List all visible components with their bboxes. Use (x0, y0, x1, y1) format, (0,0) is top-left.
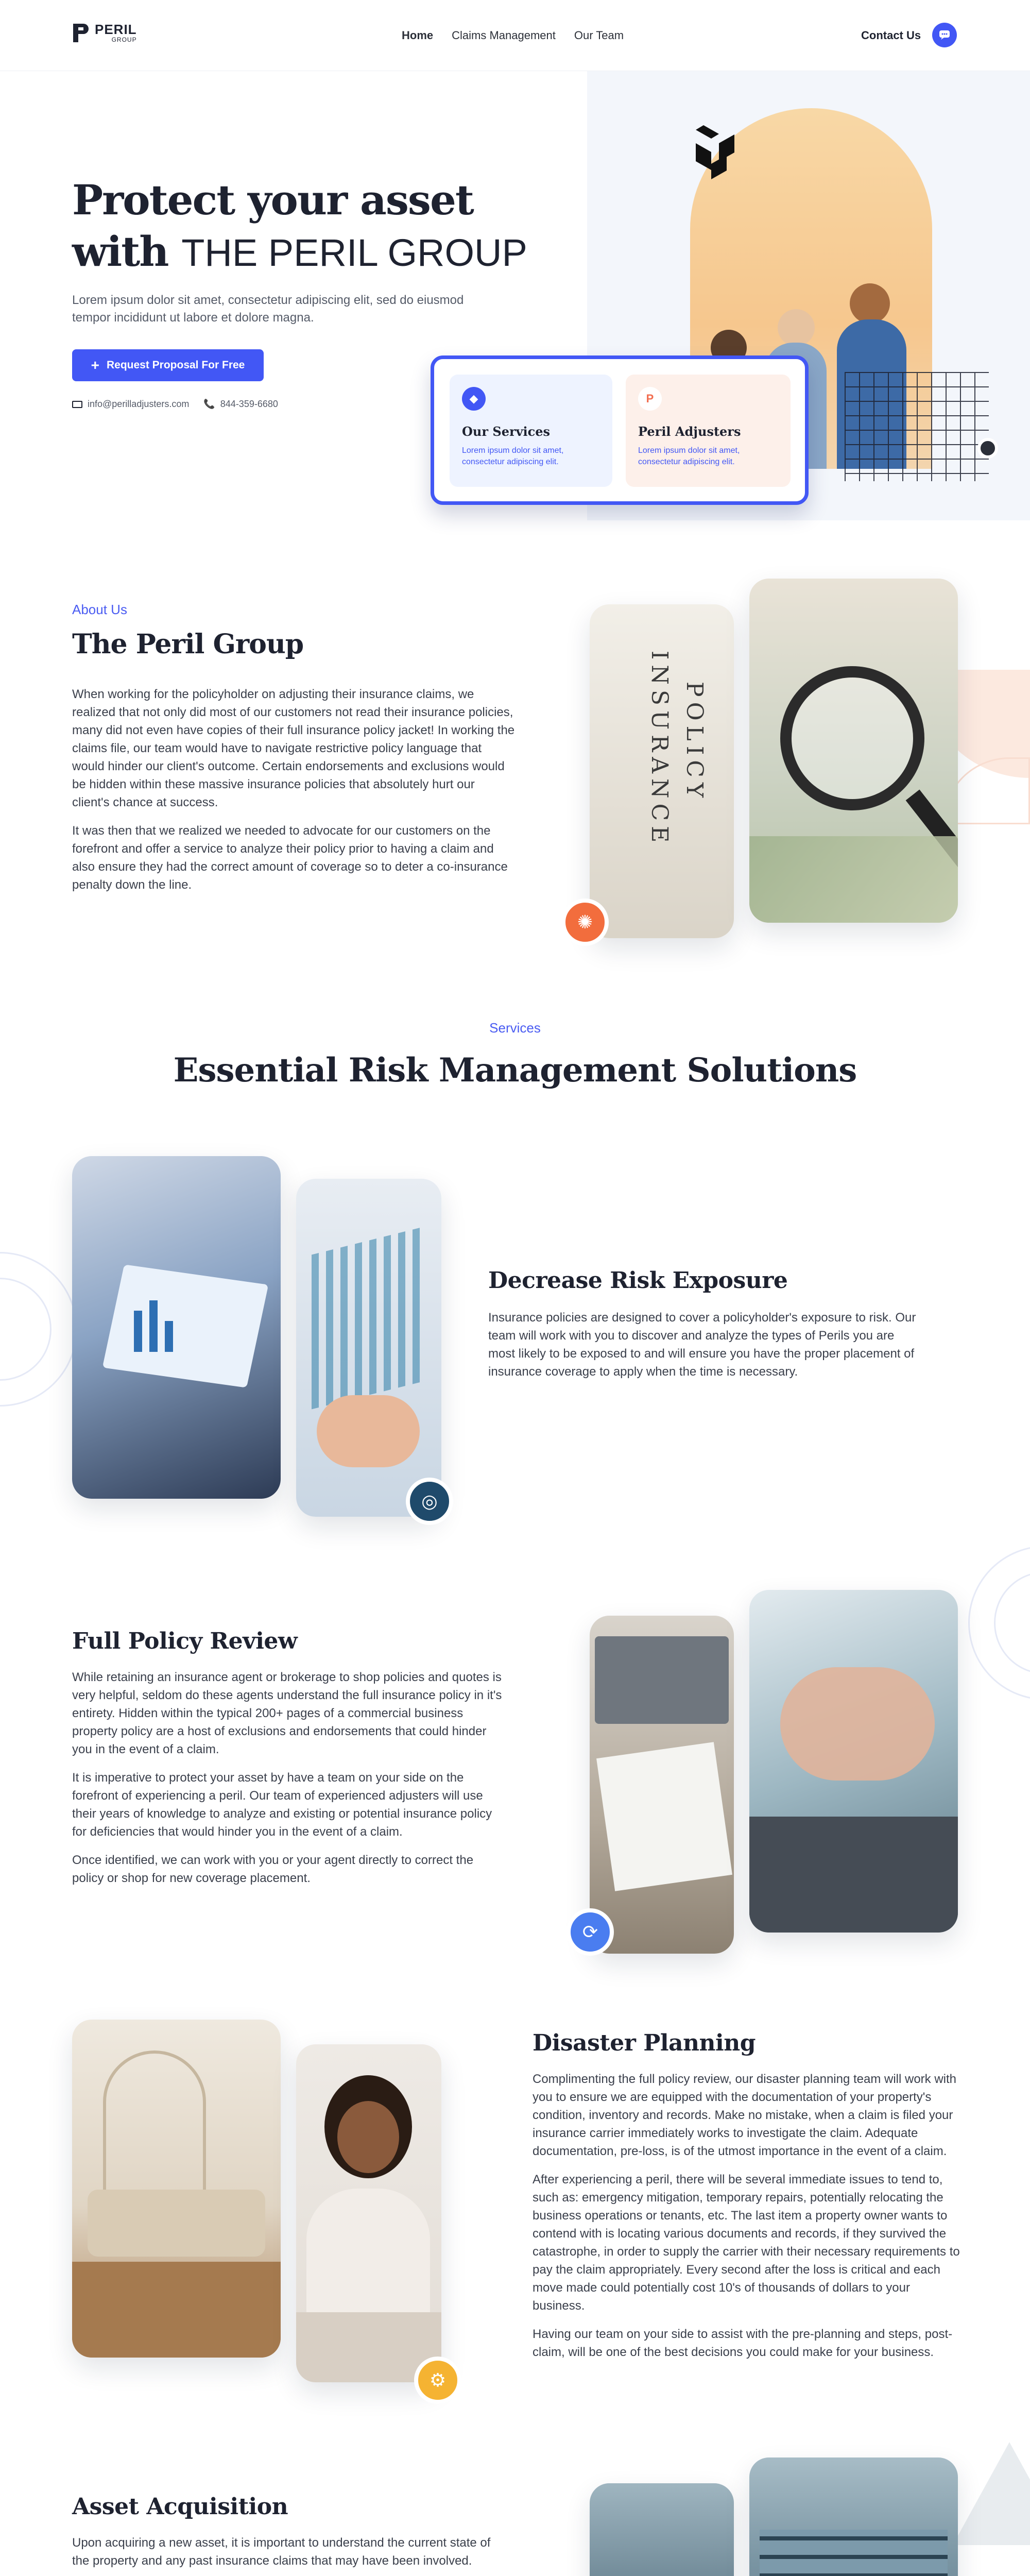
service1-title: Decrease Risk Exposure (488, 1267, 788, 1294)
logo-text: PERIL (95, 22, 137, 37)
services-icon: ◆ (462, 387, 486, 411)
about-section (0, 520, 1030, 984)
decorative-grid (845, 372, 989, 481)
service4-text (72, 2534, 505, 2576)
service3-text (533, 2070, 960, 2371)
about-text (72, 685, 515, 904)
service3-paragraph-1: Complimenting the full policy review, our disaster planning team will work with you to ensure we are equipped with the documentation of your property's condition, inventory and records. Make no mistake, when a claim is filed your insurance carrier immediately works to investigate the claim. Adequate documentation, pre-loss, is of the utmost importance in the event of a claim. (533, 2072, 957, 2158)
hero-title-line1: Protect your asset (72, 176, 473, 224)
about-badge (561, 899, 609, 946)
service2-paragraph-1: While retaining an insurance agent or brokerage to shop policies and quotes is very helpful, seldom do these agents understand the full insurance policy in it's entirety. Hidden within the typical 200+ pages of a commercial business property policy are a host of exclusions and endorsements that could hinder you in the event of a claim. (72, 1670, 502, 1756)
hero-cta-label: Request Proposal For Free (106, 359, 245, 371)
service-card-text: Lorem ipsum dolor sit amet, consectetur adipiscing elit. (638, 446, 740, 466)
email-text: info@perilladjusters.com (88, 399, 190, 409)
adjusters-icon: P (638, 387, 662, 411)
service2-paragraph-2: It is imperative to protect your asset by have a team on your side on the forefront of experiencing a peril. Our team of experienced adjusters will use their years of knowledge to analyze and existing or potential insurance policy for deficiencies that would hinder you in the event of a claim. (72, 1771, 492, 1839)
phone-item[interactable] (203, 399, 278, 410)
service-card-title: Peril Adjusters (638, 424, 741, 439)
living-room-photo (72, 2020, 281, 2358)
mail-icon (72, 401, 82, 408)
hero-title-with: with (72, 227, 168, 276)
woman-writing-photo (296, 2044, 441, 2382)
decorative-dot (977, 438, 998, 459)
office-building-photo-1 (590, 2483, 734, 2576)
decorative-arcs-right (958, 1546, 1030, 1716)
gear-icon: ⚙ (429, 2369, 447, 2391)
chat-icon (939, 30, 950, 40)
service1-text (488, 1309, 921, 1391)
decorative-triangle (953, 2442, 1030, 2545)
about-title: The Peril Group (72, 629, 304, 660)
nav-home[interactable]: Home (402, 29, 434, 42)
service2-title: Full Policy Review (72, 1628, 298, 1654)
email-item[interactable] (72, 399, 189, 410)
hero-section (0, 71, 1030, 520)
logo-sub: GROUP (111, 36, 137, 43)
phone-text: 844-359-6680 (220, 399, 278, 409)
hero-info-box (431, 355, 809, 505)
plus-icon: + (91, 357, 99, 373)
policy-document-photo (590, 604, 734, 938)
services-eyebrow: Services (489, 1020, 541, 1036)
phone-icon: 📞 (203, 399, 215, 409)
logo[interactable] (72, 23, 137, 43)
service-card-text: Lorem ipsum dolor sit amet, consectetur adipiscing elit. (462, 446, 564, 466)
service1-badge (406, 1478, 453, 1525)
service-asset-acquisition (0, 2442, 1030, 2576)
service1-paragraph-1: Insurance policies are designed to cover a policyholder's exposure to risk. Our team will work with you to discover and analyze the types of Perils you are most likely to be exposed to and will ensure you have the proper placement of insurance coverage to apply when the time is necessary. (488, 1311, 916, 1379)
nav-claims-management[interactable]: Claims Management (452, 29, 556, 42)
service-disaster-planning (0, 2020, 1030, 2421)
magnifier-photo (749, 579, 958, 923)
service-card-our-services[interactable] (450, 375, 612, 487)
service-card-peril-adjusters[interactable] (626, 375, 791, 487)
cube-logo-icon (688, 123, 740, 179)
service3-paragraph-3: Having our team on your side to assist with the pre-planning and steps, post-claim, will be one of the best decisions you could make for your business. (533, 2327, 953, 2359)
chat-button[interactable] (932, 23, 957, 47)
services-header (0, 1010, 1030, 1113)
services-title: Essential Risk Management Solutions (173, 1051, 857, 1090)
policy-word-2: POLICY (681, 682, 708, 803)
service4-paragraph-1: Upon acquiring a new asset, it is important to understand the current state of the property and any past insurance claims that may have been involved. (72, 2536, 491, 2568)
handshake-photo (749, 1590, 958, 1933)
service-decrease-risk (0, 1149, 1030, 1540)
service4-title: Asset Acquisition (72, 2494, 288, 2520)
policy-word-1: INSURANCE (646, 651, 673, 848)
hero-title-brand: THE PERIL GROUP (181, 231, 527, 274)
service-card-title: Our Services (462, 424, 551, 439)
site-header (0, 0, 1030, 71)
nav-our-team[interactable]: Our Team (574, 29, 624, 42)
analytics-laptop-photo (72, 1156, 281, 1499)
service3-title: Disaster Planning (533, 2030, 756, 2056)
office-building-photo-2 (749, 2458, 958, 2576)
analytics-charts-photo (296, 1179, 441, 1517)
about-paragraph-2: It was then that we realized we needed to advocate for our customers on the forefront and offer a service to analyze their policy prior to having a claim and also ensure they had the correct amount of coverage so to deter a co-insurance penalty down the line. (72, 824, 508, 892)
service2-text (72, 1668, 505, 1897)
service-full-policy-review (0, 1577, 1030, 1978)
target-icon: ◎ (421, 1490, 438, 1512)
hero-cta-button[interactable] (72, 349, 264, 381)
service3-badge (414, 2357, 461, 2404)
about-eyebrow: About Us (72, 602, 127, 617)
laptop-document-photo (590, 1616, 734, 1954)
service2-badge (566, 1908, 614, 1956)
service3-paragraph-2: After experiencing a peril, there will be several immediate issues to tend to, such as: emergency mitigation, temporary repairs, potentially relocating the business operations or tenants, etc. The last item a property owner wants to contend with is locating various documents and records, if they survived the catastrophe, in order to supply the carrier with their necessary requirements to pay the claim appropriately. Every second after the loss is critical and each move made could potentially cost 10's of thousands of dollars to your business. (533, 2173, 960, 2313)
service2-paragraph-3: Once identified, we can work with you or your agent directly to correct the policy or shop for new coverage placement. (72, 1853, 474, 1885)
hero-title (72, 174, 587, 279)
logo-mark-icon (72, 23, 90, 43)
contact-info (72, 399, 278, 410)
about-paragraph-1: When working for the policyholder on adjusting their insurance claims, we realized that not only did most of our customers not read their insurance policies, many did not even have copies of their full insurance policy jacket! In working the claims file, our team would have to navigate restrictive policy language that would hinder our client's outcome. Certain endorsements and exclusions would be hidden within these massive insurance policies that absolutely hurt our client's chance at success. (72, 687, 515, 809)
main-nav (402, 29, 624, 42)
sun-icon: ✺ (577, 911, 593, 933)
hero-subtitle: Lorem ipsum dolor sit amet, consectetur adipiscing elit, sed do eiusmod tempor incididunt ut labore et dolore magna. (72, 293, 464, 325)
contact-us-link[interactable]: Contact Us (861, 29, 921, 42)
refresh-icon: ⟳ (582, 1921, 598, 1942)
